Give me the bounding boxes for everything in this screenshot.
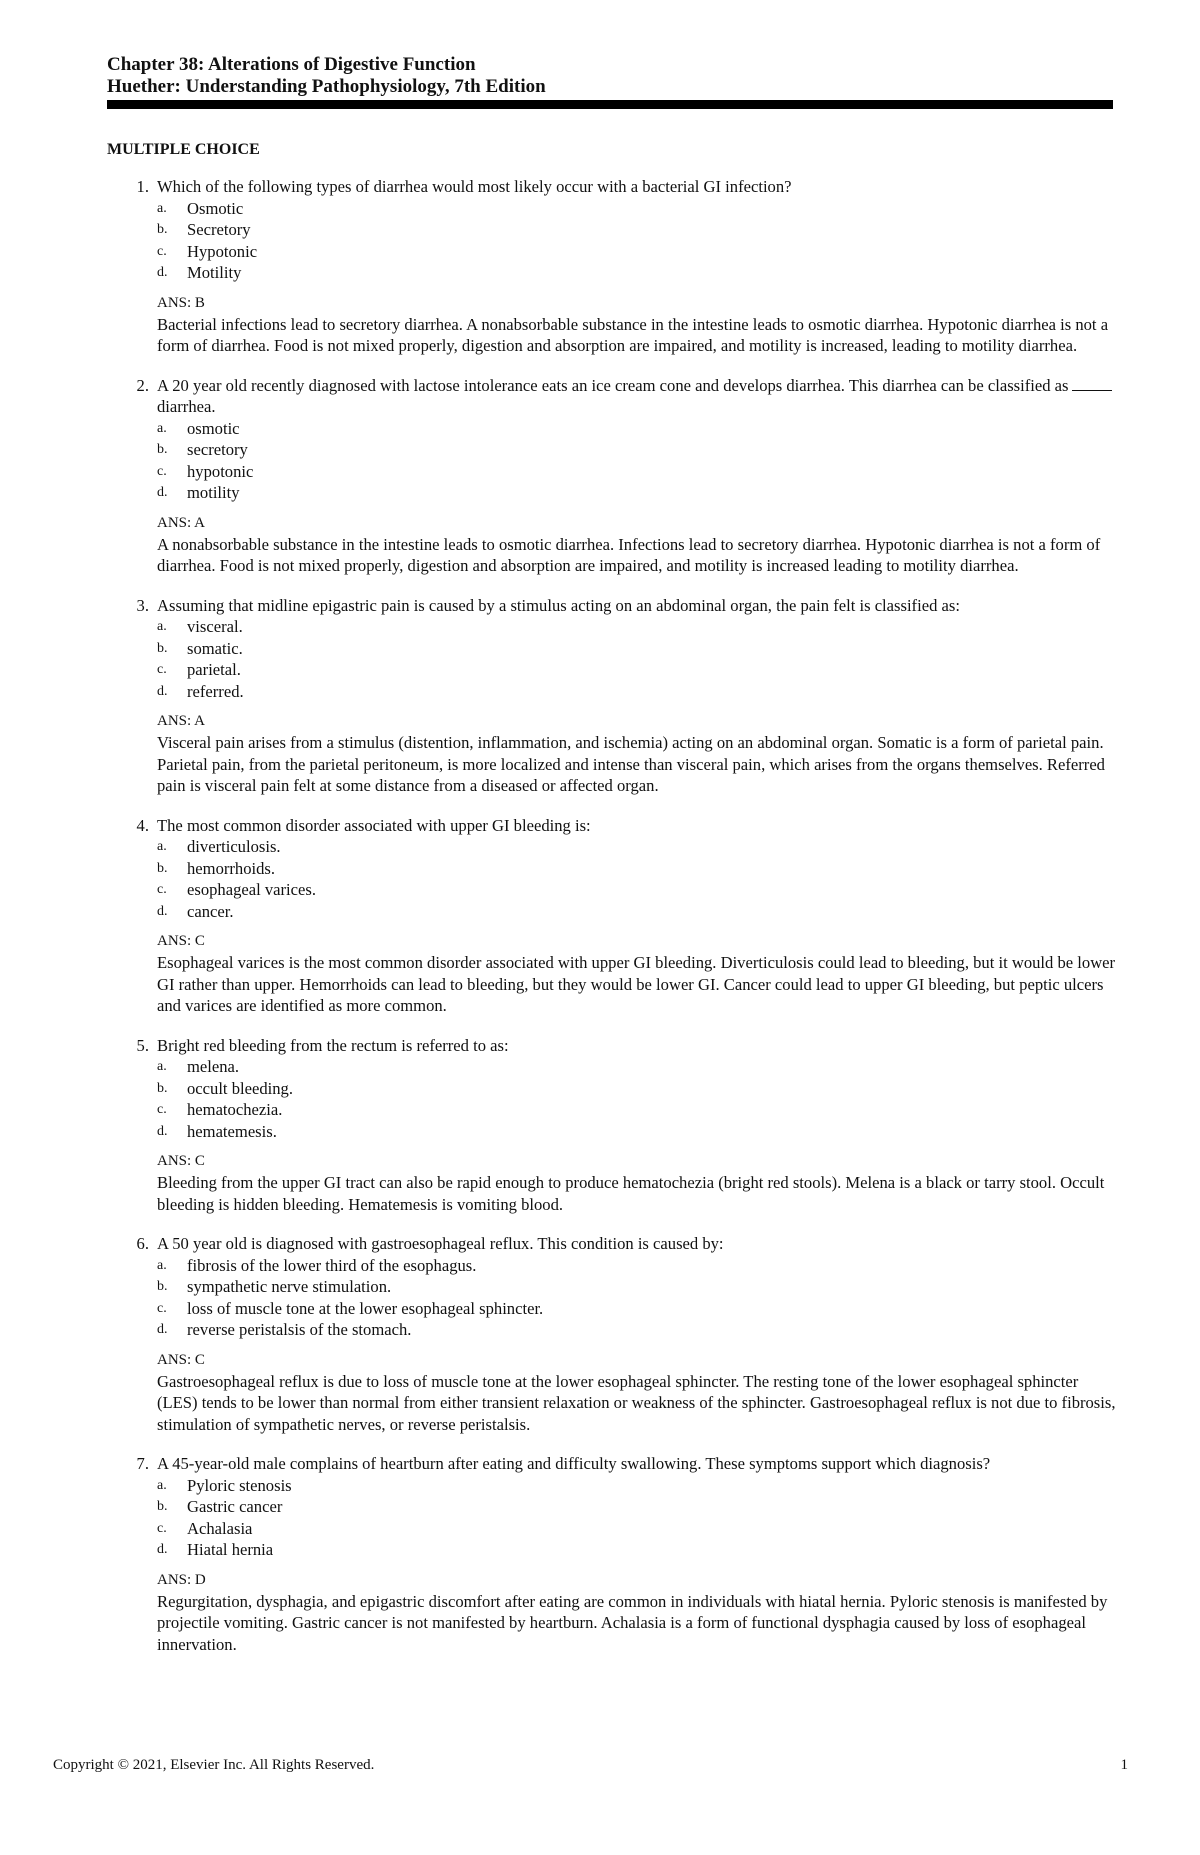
question-text-after-blank: diarrhea.: [157, 397, 216, 416]
answer-block: [157, 513, 1117, 577]
question-text: A 50 year old is diagnosed with gastroesophageal reflux. This condition is caused by:: [157, 1234, 724, 1253]
option-list: [157, 616, 1117, 702]
option-letter: d.: [157, 1322, 168, 1337]
copyright-notice: Copyright © 2021, Elsevier Inc. All Rights Reserved.: [53, 1757, 375, 1773]
option-letter: c.: [157, 243, 167, 259]
question-text: A 45-year-old male complains of heartburn after eating and difficulty swallowing. These symptoms support which diagnosis?: [157, 1454, 991, 1473]
option-a: [157, 1475, 1117, 1497]
option-text: referred.: [187, 681, 244, 701]
option-letter: b.: [157, 860, 168, 876]
option-list: [157, 1255, 1117, 1341]
option-text: loss of muscle tone at the lower esophageal sphincter.: [187, 1298, 544, 1318]
option-text: diverticulosis.: [187, 837, 281, 856]
option-text: esophageal varices.: [187, 880, 316, 899]
option-text: Gastric cancer: [187, 1497, 283, 1516]
option-a: [157, 1255, 1117, 1277]
option-text: fibrosis of the lower third of the esophagus.: [187, 1255, 477, 1275]
option-c: [157, 1518, 1117, 1540]
rationale: Bacterial infections lead to secretory diarrhea. A nonabsorbable substance in the intestine leads to osmotic diarrhea. Hypotonic diarrhea is not a form of diarrhea. Food is not mixed properly, digestion and absorption are impaired, and motility is increased, leading to motility diarrhea.: [157, 314, 1109, 355]
option-letter: a.: [157, 1477, 167, 1493]
header-rule: [107, 100, 1113, 109]
option-c: [157, 241, 1117, 263]
answer-key: ANS: D: [157, 1571, 206, 1588]
question-text: Assuming that midline epigastric pain is caused by a stimulus acting on an abdominal organ, the pain felt is classified as:: [157, 595, 960, 615]
rationale: A nonabsorbable substance in the intestine leads to osmotic diarrhea. Infections lead to secretory diarrhea. Hypotonic diarrhea is not a form of diarrhea. Food is not mixed properly, digestion and absorption are impaired, and motility is increased leading to motility diarrhea.: [157, 534, 1101, 575]
option-b: [157, 1276, 1117, 1298]
option-a: [157, 1056, 1117, 1078]
option-c: [157, 1298, 1117, 1320]
rationale: Visceral pain arises from a stimulus (distention, inflammation, and ischemia) acting on an abdominal organ. Somatic is a form of parietal pain. Parietal pain, from the parietal peritoneum, is more localized and intense than visceral pain, which arises from the organs themselves. Referred pain is visceral pain felt at some distance from a diseased or affected organ.: [157, 733, 1105, 795]
question-7: [107, 1453, 1117, 1655]
option-letter: b.: [157, 222, 168, 237]
option-letter: d.: [157, 1123, 168, 1139]
option-c: [157, 879, 1117, 901]
option-d: [157, 1539, 1117, 1561]
answer-key: ANS: A: [157, 514, 205, 531]
option-d: [157, 1121, 1117, 1143]
answer-key: ANS: C: [157, 933, 205, 949]
page-header: [107, 54, 1113, 98]
option-letter: c.: [157, 1520, 167, 1536]
option-letter: b.: [157, 640, 168, 656]
option-letter: c.: [157, 463, 167, 479]
question-4: [107, 815, 1117, 1017]
answer-block: [157, 1151, 1117, 1215]
option-text: hemorrhoids.: [187, 858, 276, 878]
option-a: [157, 616, 1117, 638]
rationale: Regurgitation, dysphagia, and epigastric discomfort after eating are common in individuals with hiatal hernia. Pyloric stenosis is manifested by projectile vomiting. Gastric cancer is not manifested by heartburn. Achalasia is a form of functional dysphagia caused by loss of esophageal innervation.: [157, 1591, 1108, 1654]
question-number: 7.: [136, 1454, 149, 1473]
question-text: Bright red bleeding from the rectum is referred to as:: [157, 1035, 509, 1055]
option-list: [157, 1475, 1117, 1561]
option-text: hypotonic: [187, 461, 254, 481]
option-text: Hypotonic: [187, 241, 258, 261]
option-text: hematochezia.: [187, 1100, 283, 1119]
answer-key: ANS: B: [157, 294, 205, 311]
question-5: [107, 1035, 1117, 1216]
option-text: visceral.: [187, 617, 243, 636]
option-a: [157, 198, 1117, 220]
chapter-title: Chapter 38: Alterations of Digestive Function: [107, 54, 476, 75]
option-b: [157, 1496, 1117, 1518]
option-letter: c.: [157, 662, 167, 677]
option-text: occult bleeding.: [187, 1078, 293, 1098]
answer-block: [157, 1350, 1117, 1436]
option-b: [157, 858, 1117, 880]
option-text: Osmotic: [187, 198, 244, 218]
question-3: [107, 595, 1117, 797]
question-number: 4.: [136, 815, 149, 835]
option-c: [157, 1099, 1117, 1121]
option-letter: a.: [157, 420, 167, 436]
option-d: [157, 1319, 1117, 1341]
option-list: [157, 198, 1117, 284]
option-text: Pyloric stenosis: [187, 1475, 292, 1495]
option-text: cancer.: [187, 901, 234, 921]
question-number: 3.: [136, 595, 149, 615]
question-number: 6.: [136, 1234, 149, 1253]
option-text: Secretory: [187, 220, 251, 239]
option-letter: a.: [157, 839, 167, 854]
answer-block: [157, 293, 1117, 357]
rationale: Esophageal varices is the most common disorder associated with upper GI bleeding. Diverticulosis could lead to bleeding, but it would be lower GI rather than upper. Hemorrhoids can lead to bleeding, but they would be lower GI. Cancer could lead to upper GI bleeding, but peptic ulcers and varices are identified as more common.: [157, 953, 1116, 1015]
option-d: [157, 681, 1117, 703]
rationale: Bleeding from the upper GI tract can also be rapid enough to produce hematochezia (bright red stools). Melena is a black or tarry stool. Occult bleeding is hidden bleeding. Hematemesis is vomiting blood.: [157, 1173, 1105, 1214]
option-text: hematemesis.: [187, 1121, 277, 1141]
option-list: [157, 418, 1117, 504]
option-a: [157, 418, 1117, 440]
option-text: secretory: [187, 440, 248, 459]
rationale: Gastroesophageal reflux is due to loss of muscle tone at the lower esophageal sphincter. The resting tone of the lower esophageal sphincter (LES) tends to be lower than normal from either transient relaxation or weakness of the sphincter. Gastroesophageal reflux is not due to fibrosis, stimulation of sympathetic nerves, or reverse peristalsis.: [157, 1371, 1116, 1434]
option-list: [157, 836, 1117, 922]
question-text: Which of the following types of diarrhea would most likely occur with a bacterial GI infection?: [157, 177, 792, 196]
option-text: somatic.: [187, 638, 243, 658]
question-number: 2.: [136, 375, 149, 395]
answer-key: ANS: A: [157, 713, 205, 729]
question-1: [107, 176, 1117, 357]
option-letter: b.: [157, 1080, 168, 1096]
option-letter: b.: [157, 442, 168, 457]
question-text: [157, 375, 1117, 418]
fill-in-blank: [1072, 376, 1112, 391]
answer-block: [157, 1570, 1117, 1656]
option-text: osmotic: [187, 418, 240, 438]
answer-block: [157, 711, 1117, 797]
option-letter: d.: [157, 485, 168, 500]
page-number: 1: [1120, 1757, 1128, 1773]
option-letter: d.: [157, 265, 168, 280]
question-list: [107, 176, 1117, 1673]
option-text: Motility: [187, 263, 242, 282]
option-d: [157, 482, 1117, 504]
option-text: parietal.: [187, 660, 241, 679]
option-d: [157, 262, 1117, 284]
option-c: [157, 659, 1117, 681]
option-text: Achalasia: [187, 1518, 253, 1538]
question-6: [107, 1233, 1117, 1435]
answer-block: [157, 931, 1117, 1017]
option-letter: c.: [157, 1102, 167, 1117]
option-d: [157, 901, 1117, 923]
option-text: melena.: [187, 1057, 240, 1076]
question-2: [107, 375, 1117, 577]
option-b: [157, 1078, 1117, 1100]
option-letter: c.: [157, 1300, 167, 1316]
option-text: Hiatal hernia: [187, 1540, 274, 1559]
answer-key: ANS: C: [157, 1351, 205, 1368]
option-c: [157, 461, 1117, 483]
option-a: [157, 836, 1117, 858]
answer-key: ANS: C: [157, 1153, 205, 1169]
option-b: [157, 219, 1117, 241]
option-text: sympathetic nerve stimulation.: [187, 1277, 392, 1296]
option-list: [157, 1056, 1117, 1142]
option-letter: d.: [157, 683, 168, 699]
option-letter: a.: [157, 1257, 167, 1273]
option-letter: c.: [157, 882, 167, 897]
option-letter: d.: [157, 903, 168, 919]
question-number: 1.: [136, 177, 149, 196]
book-title: Huether: Understanding Pathophysiology, 7th Edition: [107, 76, 546, 97]
option-letter: b.: [157, 1279, 168, 1294]
option-b: [157, 439, 1117, 461]
option-letter: a.: [157, 1059, 167, 1074]
page-footer: [53, 1757, 1128, 1774]
option-text: motility: [187, 483, 240, 502]
question-number: 5.: [136, 1035, 149, 1055]
option-letter: a.: [157, 619, 167, 634]
option-letter: b.: [157, 1499, 168, 1514]
option-b: [157, 638, 1117, 660]
option-text: reverse peristalsis of the stomach.: [187, 1320, 412, 1339]
question-text: The most common disorder associated with upper GI bleeding is:: [157, 815, 591, 835]
option-letter: a.: [157, 200, 167, 216]
option-letter: d.: [157, 1542, 168, 1557]
section-title: MULTIPLE CHOICE: [107, 141, 260, 158]
question-text-before-blank: A 20 year old recently diagnosed with lactose intolerance eats an ice cream cone and develops diarrhea. This diarrhea can be classified as: [157, 375, 1069, 395]
